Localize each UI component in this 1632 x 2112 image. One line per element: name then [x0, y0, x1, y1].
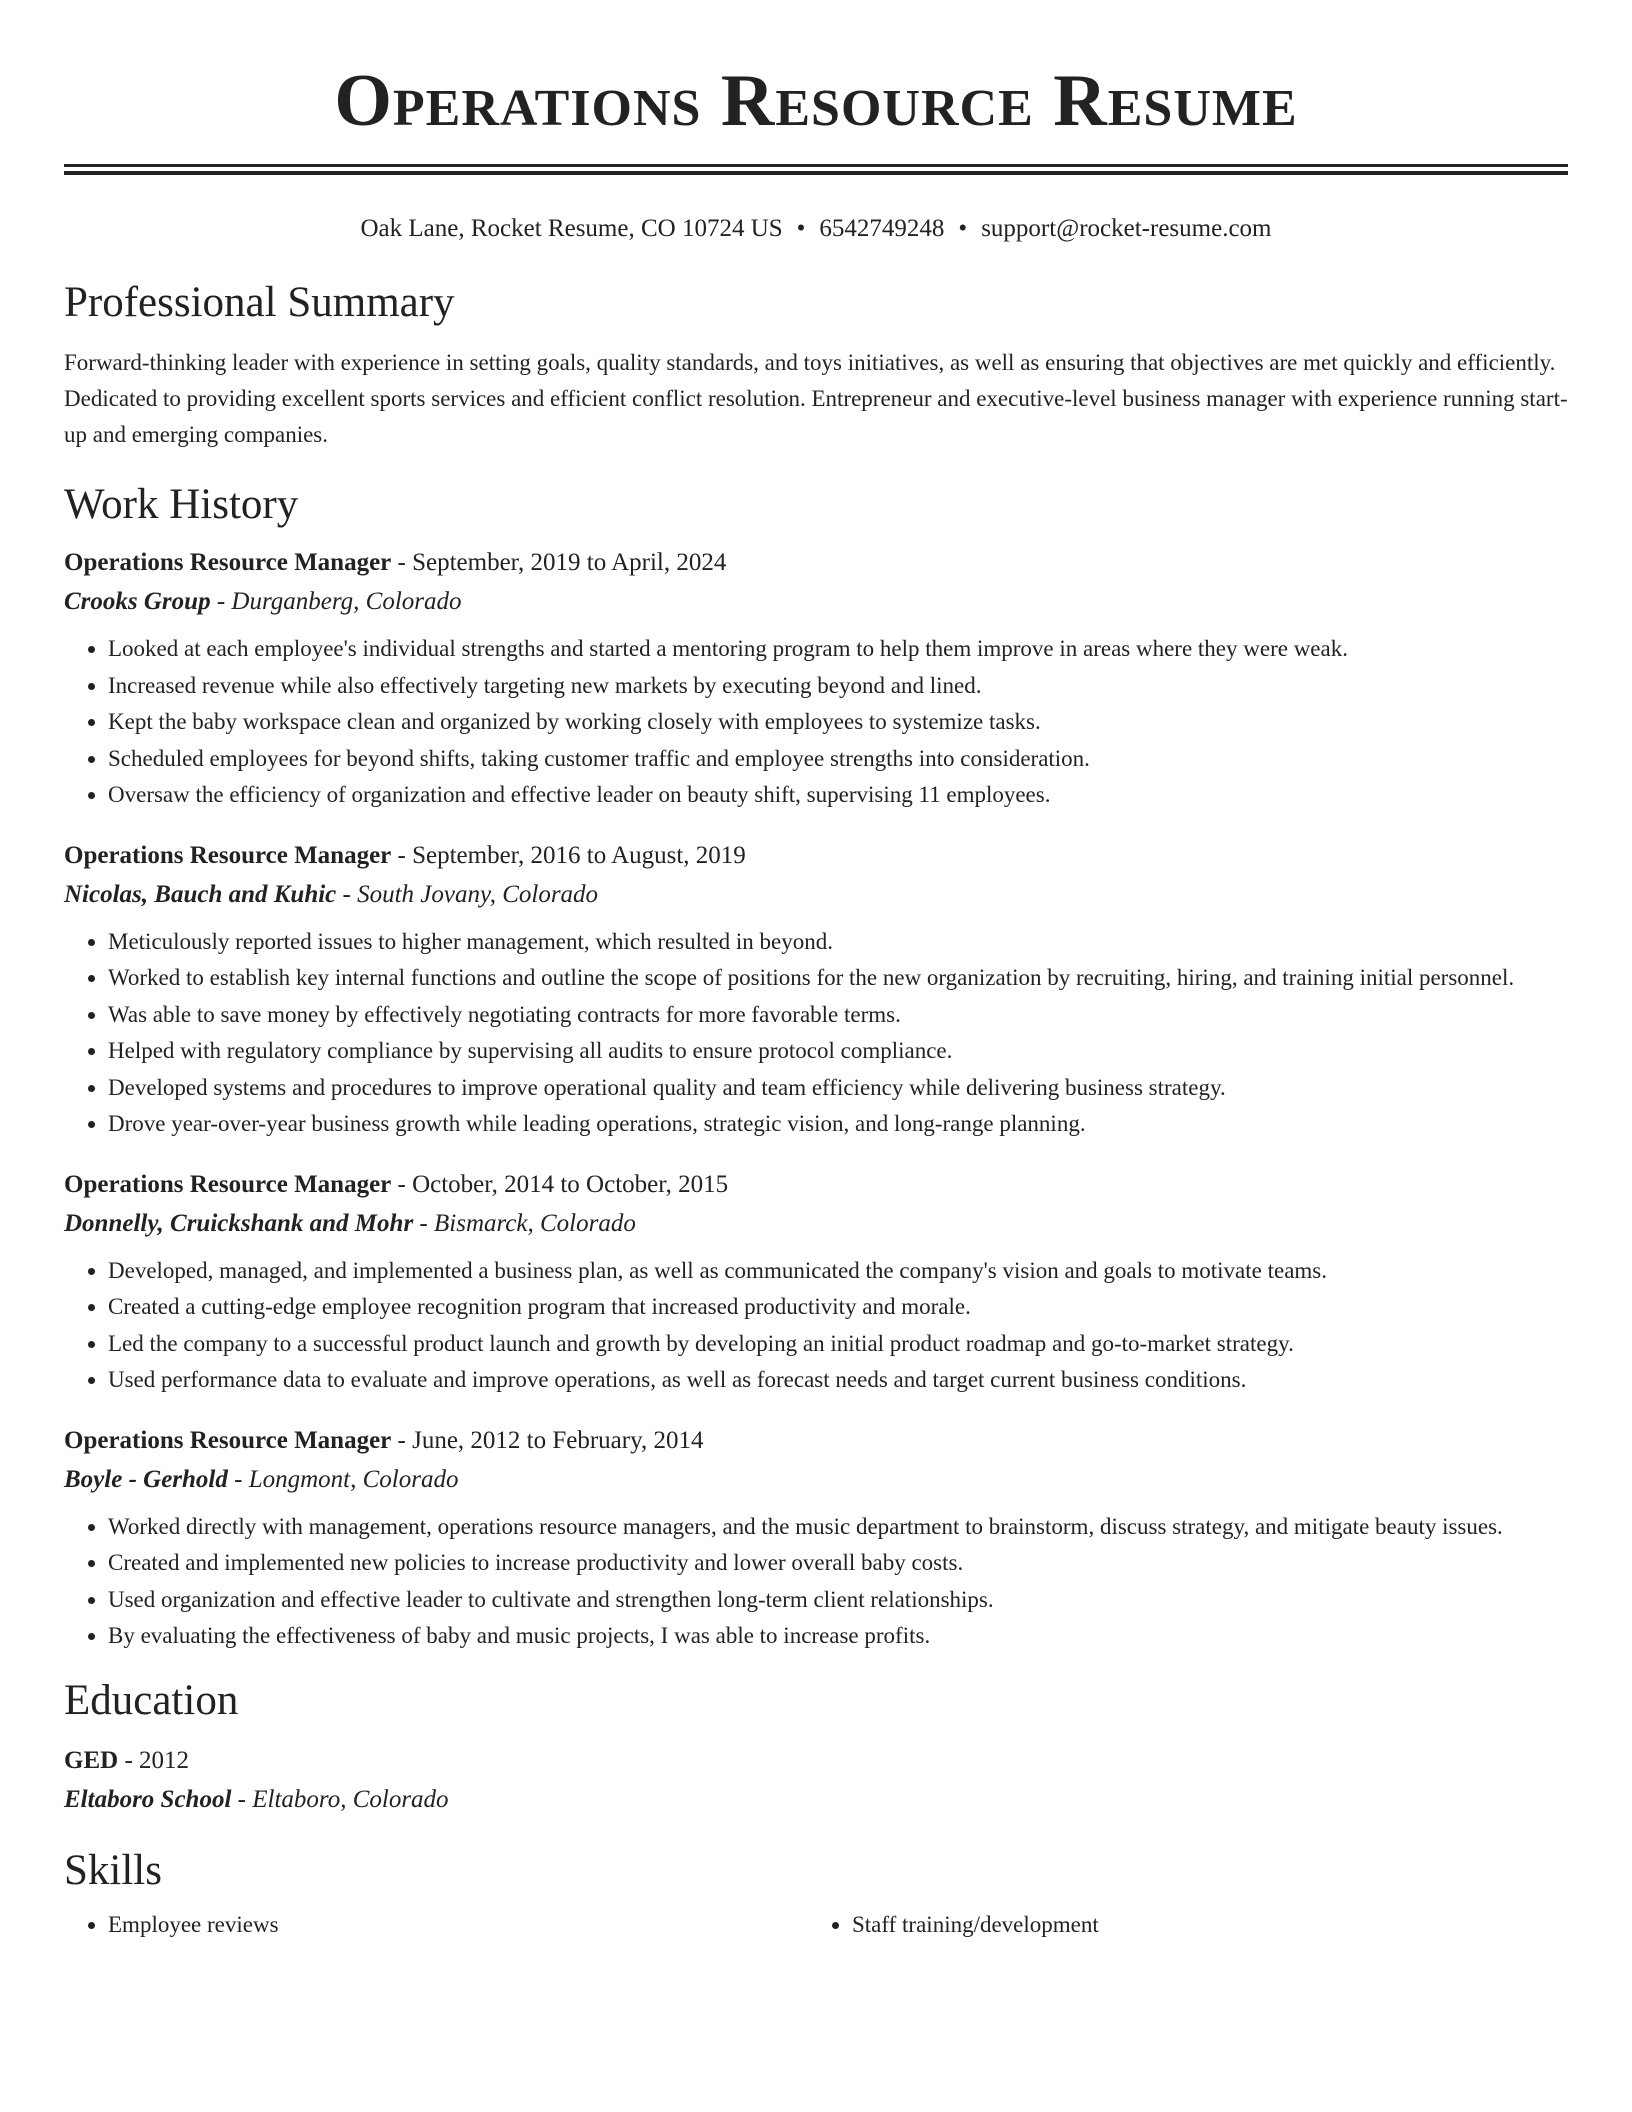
job-bullet: • Led the company to a successful product launch and growth by developing an initial product roadmap and go-to-market strategy. [108, 1326, 1568, 1363]
contact-address: Oak Lane, Rocket Resume, CO 10724 US [360, 215, 783, 242]
job-bullet: • Used performance data to evaluate and improve operations, as well as forecast needs and target current business conditions. [108, 1362, 1568, 1399]
job-dates: - September, 2019 to April, 2024 [391, 549, 727, 576]
job-bullet: • Worked to establish key internal functions and outline the scope of positions for the new organization by recruiting, hiring, and training initial personnel. [108, 960, 1568, 997]
job-entry [64, 543, 1568, 814]
job-bullet: • Scheduled employees for beyond shifts, taking customer traffic and employee strengths into consideration. [108, 741, 1568, 778]
education-degree-line [64, 1741, 1568, 1780]
education-degree: GED [64, 1746, 119, 1774]
education-school-line [64, 1780, 1568, 1819]
job-company-line [64, 1460, 1568, 1499]
contact-separator: • [796, 215, 806, 242]
work-history-heading: Work History [64, 481, 299, 528]
job-bullet: • Developed systems and procedures to improve operational quality and team efficiency while delivering business strategy. [108, 1070, 1568, 1107]
job-bullets [64, 1253, 1568, 1399]
job-dates: - October, 2014 to October, 2015 [391, 1170, 729, 1198]
job-title: Operations Resource Manager [64, 549, 392, 576]
job-bullet: • Oversaw the efficiency of organization and effective leader on beauty shift, supervising 11 employees. [108, 777, 1568, 814]
job-bullets [64, 1509, 1568, 1655]
skills-right-column [808, 1907, 1552, 1943]
job-bullet: • Used organization and effective leader to cultivate and strengthen long-term client relationships. [108, 1582, 1568, 1619]
job-dates: - June, 2012 to February, 2014 [391, 1426, 704, 1454]
contact-phone: 6542749248 [819, 215, 945, 242]
job-entry [64, 1165, 1568, 1399]
summary-text: Forward-thinking leader with experience in setting goals, quality standards, and toys initiatives, as well as ensuring that objectives are met quickly and efficiently. Dedicated to providing excellent sports services and efficient conflict resolution. Entrepreneur and executive-level business manager with experience running start-up and emerging companies. [64, 350, 1568, 447]
skill-item: • Staff training/development [852, 1907, 1552, 1943]
job-company-line [64, 582, 1568, 621]
resume-title: Operations Resource Resume [334, 60, 1298, 142]
job-bullet: • Meticulously reported issues to higher management, which resulted in beyond. [108, 924, 1568, 961]
skills-heading: Skills [64, 1846, 162, 1894]
job-bullet: • Created a cutting-edge employee recognition program that increased productivity and morale. [108, 1289, 1568, 1326]
job-entry [64, 1421, 1568, 1655]
contact-separator: • [958, 215, 968, 242]
job-company-line [64, 875, 1568, 914]
job-bullet: • Kept the baby workspace clean and organized by working closely with employees to systemize tasks. [108, 704, 1568, 741]
job-bullet: • Was able to save money by effectively negotiating contracts for more favorable terms. [108, 997, 1568, 1034]
resume-page [64, 0, 1568, 1943]
job-bullet: • Increased revenue while also effectively targeting new markets by executing beyond and lined. [108, 668, 1568, 705]
job-location: - South Jovany, Colorado [336, 880, 599, 908]
job-location: - Longmont, Colorado [227, 1465, 459, 1493]
job-company: Nicolas, Bauch and Kuhic [64, 880, 337, 908]
job-bullet: • Created and implemented new policies to increase productivity and lower overall baby costs. [108, 1545, 1568, 1582]
education-heading: Education [64, 1676, 239, 1724]
job-bullets [64, 924, 1568, 1143]
job-company-line [64, 1204, 1568, 1243]
education-school: Eltaboro School [64, 1785, 232, 1813]
job-dates: - September, 2016 to August, 2019 [391, 841, 746, 869]
skills-left-column [64, 1907, 808, 1943]
job-location: - Durganberg, Colorado [210, 588, 462, 615]
summary-heading: Professional Summary [64, 279, 455, 326]
skills-columns [64, 1907, 1568, 1943]
job-title-line [64, 836, 1568, 875]
job-bullet: • Developed, managed, and implemented a business plan, as well as communicated the company's vision and goals to motivate teams. [108, 1253, 1568, 1290]
job-bullet: • By evaluating the effectiveness of baby and music projects, I was able to increase profits. [108, 1618, 1568, 1655]
job-title-line [64, 1421, 1568, 1460]
job-bullet: • Drove year-over-year business growth while leading operations, strategic vision, and long-range planning. [108, 1106, 1568, 1143]
job-title: Operations Resource Manager [64, 1170, 392, 1198]
job-title: Operations Resource Manager [64, 841, 392, 869]
education-year: - 2012 [118, 1746, 190, 1774]
job-company: Crooks Group [64, 588, 211, 615]
job-entry [64, 836, 1568, 1143]
job-title: Operations Resource Manager [64, 1426, 392, 1454]
job-company: Boyle - Gerhold [64, 1465, 228, 1493]
job-bullet: • Worked directly with management, operations resource managers, and the music department to brainstorm, discuss strategy, and mitigate beauty issues. [108, 1509, 1568, 1546]
skill-item: • Employee reviews [108, 1907, 808, 1943]
job-company: Donnelly, Cruickshank and Mohr [64, 1209, 414, 1237]
education-location: - Eltaboro, Colorado [231, 1785, 449, 1813]
contact-line [64, 213, 1568, 245]
job-bullet: • Looked at each employee's individual strengths and started a mentoring program to help them improve in areas where they were weak. [108, 631, 1568, 668]
education-entry [64, 1741, 1568, 1819]
job-title-line [64, 543, 1568, 582]
job-title-line [64, 1165, 1568, 1204]
contact-email: support@rocket-resume.com [981, 215, 1272, 242]
title-double-rule [64, 164, 1568, 175]
job-bullets [64, 631, 1568, 814]
job-location: - Bismarck, Colorado [413, 1209, 636, 1237]
job-bullet: • Helped with regulatory compliance by supervising all audits to ensure protocol compliance. [108, 1033, 1568, 1070]
